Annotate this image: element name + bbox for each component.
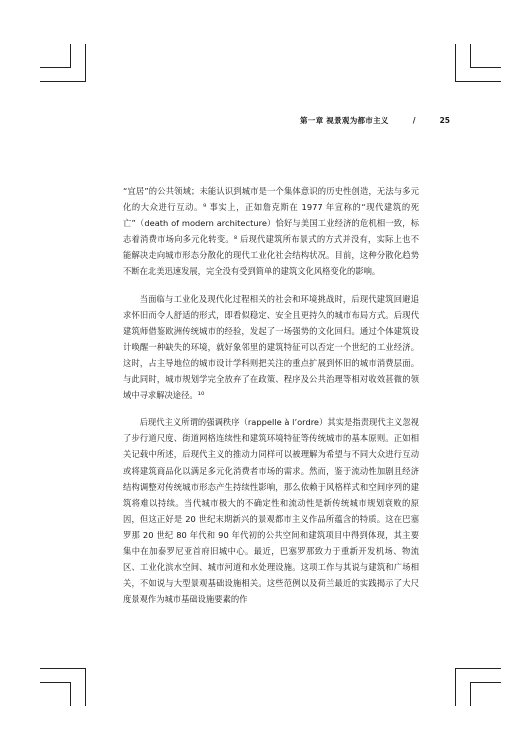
crop-mark-tr-horizontal-outer [470,67,501,68]
running-header [300,115,450,126]
crop-mark-tl-horizontal-outer [40,67,71,68]
chapter-title: 第一章 视景观为都市主义 [300,116,389,125]
crop-mark-br-vertical [455,668,456,706]
crop-mark-tl-vertical-outer [70,44,71,68]
crop-mark-tr-horizontal [455,81,501,82]
header-separator: / [412,116,416,125]
crop-mark-bl-vertical [85,668,86,706]
crop-mark-br-horizontal [455,668,501,669]
paragraph-3: 后现代主义所谓的强调秩序（rappelle à l’ordre）其实是指责现代主义忽视了步行道尺度、街道网格连续性和建筑环境特征等传统城市的基本原则。正如相关记载中所述，后现代主义的推动力同样可以被理解为希望与不同大众进行互动或将建筑商品化以满足多元化消费者市场的需求。然而，鉴于流动性加剧且经济结构调整对传统城市形态产生持续性影响，那么依赖于风格样式和空间序列的建筑将难以持续。当代城市极大的不确定性和流动性是新传统城市规划衰败的原因，但这正好是 20 世纪末期新兴的景观都市主义作品所蕴含的特质。这在巴塞罗那 20 世纪 80 年代和 90 年代初的公共空间和建筑项目中得到体现，其主要集中在加泰罗尼亚首府旧城中心。最近，巴塞罗那致力于重新开发机场、物流区、工业化滨水空间、城市河道和水处理设施。这项工作与其说与建筑和广场相关，不如说与大型景观基础设施相关。这些范例以及荷兰最近的实践揭示了大尺度景观作为城市基础设施要素的作 [123,417,419,605]
crop-mark-br-vertical-outer [470,682,471,706]
crop-mark-tl-horizontal [40,81,86,82]
page-number: 25 [439,116,450,125]
crop-mark-tl-vertical [85,44,86,82]
paragraph-1: “宜居”的公共领域；未能认识到城市是一个集体意识的历史性创造，无法与多元化的大众进行互动。⁹ 事实上，正如詹克斯在 1977 年宣称的“现代建筑的死亡”（death of modern architecture）恰好与美国工业经济的危机相一致，标志着消费市场向多元化转变。⁸ 后现代建筑所布景式的方式并没有，实际上也不能解决走向城市形态分散化的现代工业化社会结构状况。目前，这种分散化趋势不断在北美迅速发展，完全没有受到简单的建筑文化风格变化的影响。 [123,186,419,277]
crop-mark-bl-vertical-outer [70,682,71,706]
body-text [123,183,419,607]
paragraph-2: 当面临与工业化及现代化过程相关的社会和环境挑战时，后现代建筑回避追求怀旧而令人舒适的形式，即看似稳定、安全且更持久的城市布局方式。后现代建筑师借鉴欧洲传统城市的经验，发起了一场强势的文化回归。通过个体建筑设计唤醒一种缺失的环境，就好象邻里的建筑特征可以否定一个世纪的工业经济。这时，占主导地位的城市设计学科则把关注的重点扩展到怀旧的城市消费层面。与此同时，城市规划学完全放弃了在政策、程序及公共治理等相对收效甚微的领域中寻求解决途径。¹⁰ [123,293,419,401]
crop-mark-bl-horizontal-outer [40,682,71,683]
crop-mark-bl-horizontal [40,668,86,669]
crop-mark-tr-vertical-outer [470,44,471,68]
crop-mark-br-horizontal-outer [470,682,501,683]
crop-mark-tr-vertical [455,44,456,82]
